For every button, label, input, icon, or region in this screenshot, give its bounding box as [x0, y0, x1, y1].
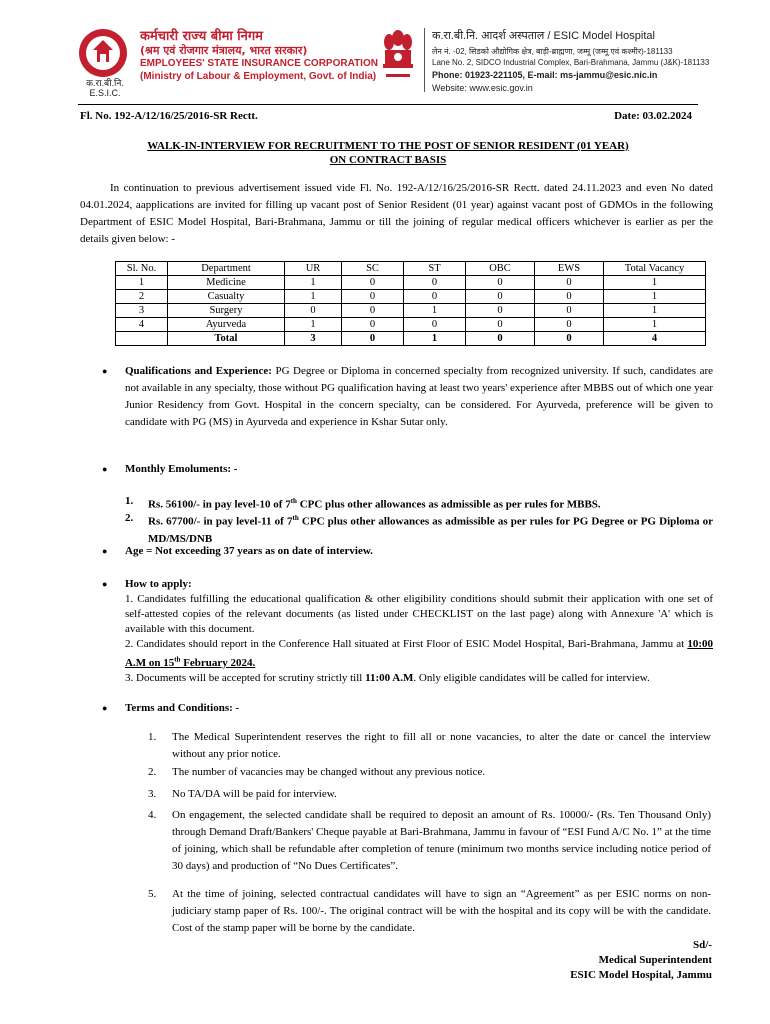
cell: 0: [342, 276, 404, 290]
cell: 0: [535, 304, 604, 318]
bullet: ●: [102, 464, 108, 474]
address-english: Lane No. 2, SIDCO Industrial Complex, Bari-Brahmana, Jammu (J&K)-181133: [432, 58, 710, 67]
age-section: [80, 543, 713, 560]
table-total-row: [116, 332, 706, 346]
qualifications-section: [80, 363, 713, 431]
superscript: th: [292, 514, 299, 522]
term-item: [148, 886, 711, 937]
bullet: ●: [102, 703, 108, 713]
item-text: Rs. 67700/- in pay level-11 of 7: [148, 515, 293, 528]
bullet: ●: [102, 366, 108, 376]
how-to-apply-label: How to apply:: [125, 578, 192, 590]
terms-label: Terms and Conditions: -: [125, 702, 240, 714]
term-number: 3.: [148, 788, 157, 800]
bullet: ●: [102, 546, 108, 556]
bullet: ●: [102, 579, 108, 589]
table-row: [116, 318, 706, 332]
cell: 0: [535, 318, 604, 332]
letterhead: [0, 0, 770, 100]
cell: 1: [285, 318, 342, 332]
col-header: Total Vacancy: [604, 262, 706, 276]
hospital-name: क.रा.बी.नि. आदर्श अस्पताल / ESIC Model Hospital: [432, 30, 655, 42]
cell: 1: [604, 304, 706, 318]
term-item: [148, 764, 711, 781]
website: Website: www.esic.gov.in: [432, 83, 533, 93]
term-number: 4.: [148, 809, 157, 821]
cell: 3: [116, 304, 168, 318]
cell: 0: [285, 304, 342, 318]
notice-date: Date: 03.02.2024: [614, 110, 692, 122]
terms-section: [80, 700, 713, 717]
term-number: 1.: [148, 731, 157, 743]
term-number: 5.: [148, 888, 157, 900]
signatory-designation: Medical Superintendent: [598, 954, 712, 966]
intro-paragraph: In continuation to previous advertisement issued vide Fl. No. 192-A/12/16/25/2016-SR Rectt. dated 24.11.2023 and even No dated 04.01.2024, aapplications are invited for filling up vacant post of Senior Resident (01 year) against vacant post of GDMOs in the following Department of ESIC Model Hospital, Bari-Brahmana, Jammu or till the joining of regular medical officers whichever is earlier as per the details given below: -: [80, 182, 713, 245]
item-text: CPC plus other allowances as admissible as per rules for MBBS.: [296, 498, 601, 511]
hindi-org-title: कर्मचारी राज्य बीमा निगम: [140, 29, 263, 44]
cell: 0: [466, 304, 535, 318]
signature-block: [570, 938, 712, 983]
notice-heading: WALK-IN-INTERVIEW FOR RECRUITMENT TO THE POST OF SENIOR RESIDENT (01 YEAR) ON CONTRACT BASIS: [147, 140, 629, 166]
cell: [116, 332, 168, 346]
term-item: [148, 786, 711, 803]
cell: 4: [116, 318, 168, 332]
table-row: [116, 304, 706, 318]
hindi-ministry: (श्रम एवं रोजगार मंत्रालय, भारत सरकार): [140, 44, 308, 57]
superscript: th: [290, 497, 297, 505]
col-header: Department: [168, 262, 285, 276]
cell: Total: [168, 332, 285, 346]
table-row: [116, 290, 706, 304]
col-header: SC: [342, 262, 404, 276]
item-text: Rs. 56100/- in pay level-10 of 7: [148, 498, 291, 511]
apply-step-3: 3. Documents will be accepted for scrutiny strictly till 11:00 A.M. Only eligible candidates will be called for interview.: [125, 671, 650, 684]
cell: Ayurveda: [168, 318, 285, 332]
qualifications-label: Qualifications and Experience:: [125, 365, 272, 377]
cell: 1: [285, 276, 342, 290]
cell: 0: [342, 304, 404, 318]
col-header: UR: [285, 262, 342, 276]
esic-logo-icon: [78, 28, 128, 78]
header-rule: [78, 104, 698, 105]
cell: 0: [404, 290, 466, 304]
term-item: [148, 807, 711, 875]
cell: Surgery: [168, 304, 285, 318]
how-to-apply-section: [80, 577, 713, 686]
table-header-row: [116, 262, 706, 276]
english-org-title: EMPLOYEES' STATE INSURANCE CORPORATION: [140, 58, 378, 69]
cell: 0: [535, 332, 604, 346]
cell: Medicine: [168, 276, 285, 290]
term-text: At the time of joining, selected contractual candidates will have to sign an “Agreement” as per ESIC norms on non-judiciary stamp paper of Rs. 100/-. The original contract will be with the hospital and its copy will be with the candidate. Cost of the stamp paper will be borne by the candidate.: [172, 888, 711, 934]
english-ministry: (Ministry of Labour & Employment, Govt. of India): [140, 71, 377, 82]
cell: 0: [466, 332, 535, 346]
qualifications-text: PG Degree or Diploma in concerned specialty from recognized university. If such, candidates are not available in any specialty, those without PG qualification having at least two years' experience after MBBS out of which one year Junior Residency from Govt. Hospital in the concern specialty, can be considered. For Ayurveda, preference will be given to candidate with PG (MS) in Ayurveda and experience in Kshar Sutar only.: [125, 365, 713, 428]
cell: 0: [342, 332, 404, 346]
item-text: CPC plus other allowances as admissible as per rules for PG Degree or PG Diploma or MD/MS/DNB: [148, 515, 713, 545]
cell: 1: [404, 304, 466, 318]
age-text: Age = Not exceeding 37 years as on date of interview.: [125, 545, 373, 557]
cell: 1: [604, 290, 706, 304]
national-emblem-icon: [378, 26, 418, 84]
cell: Casualty: [168, 290, 285, 304]
contact-info: Phone: 01923-221105, E-mail: ms-jammu@esic.nic.in: [432, 70, 658, 80]
term-text: The number of vacancies may be changed without any previous notice.: [172, 766, 486, 778]
emoluments-label: Monthly Emoluments: -: [125, 463, 238, 475]
cell: 0: [342, 290, 404, 304]
cell: 1: [604, 276, 706, 290]
table-row: [116, 276, 706, 290]
term-text: On engagement, the selected candidate shall be required to deposit an amount of Rs. 10000/- (Rs. Ten Thousand Only) through Demand Draft/Bankers' Cheque payable at Bari-Brahmana, Jammu in favour of “ESI Fund A/C No. 1” at the time of joining, which shall be refundable after completion of tenure (minimum two months service including notice period of 30 days) and production of “No Dues Certificates”.: [172, 809, 712, 872]
signature-sd: Sd/-: [693, 939, 712, 951]
cell: 1: [116, 276, 168, 290]
cell: 3: [285, 332, 342, 346]
term-number: 2.: [148, 766, 157, 778]
apply-step-2: 2. Candidates should report in the Conference Hall situated at First Floor of ESIC Model Hospital, Bari-Brahmana, Jammu at 10:00 A.M on 15th February 2024.: [125, 638, 713, 669]
apply-step-1: 1. Candidates fulfilling the educational qualification & other eligibility conditions should submit their application with one set of self-attested copies of the relevant documents (as listed under CHECKLIST on the last page) along with Annexure 'A' which is available with this document.: [125, 593, 713, 635]
cell: 0: [466, 318, 535, 332]
cell: 0: [404, 276, 466, 290]
cell: 0: [535, 290, 604, 304]
cell: 0: [466, 290, 535, 304]
address-hindi: लेन नं. -02, सिडको औद्योगिक क्षेत्र, बाड़ी-ब्राह्मणा, जम्मू (जम्मू एवं कश्मीर)-181133: [432, 47, 673, 56]
cell: 2: [116, 290, 168, 304]
emoluments-section: [80, 461, 713, 478]
col-header: ST: [404, 262, 466, 276]
cell: 0: [404, 318, 466, 332]
col-header: Sl. No.: [116, 262, 168, 276]
cell: 0: [342, 318, 404, 332]
logo-caption: क.रा.बी.नि. E.S.I.C.: [86, 78, 124, 98]
header-divider: [424, 28, 425, 92]
item-number: 2.: [125, 512, 134, 524]
cell: 1: [404, 332, 466, 346]
col-header: OBC: [466, 262, 535, 276]
cell: 0: [535, 276, 604, 290]
file-number: Fl. No. 192-A/12/16/25/2016-SR Rectt.: [80, 110, 258, 122]
cell: 4: [604, 332, 706, 346]
cell: 1: [285, 290, 342, 304]
vacancy-table: [115, 261, 706, 346]
term-item: [148, 729, 711, 763]
item-number: 1.: [125, 495, 134, 507]
term-text: No TA/DA will be paid for interview.: [172, 788, 337, 800]
cell: 0: [466, 276, 535, 290]
signatory-office: ESIC Model Hospital, Jammu: [570, 969, 712, 981]
term-text: The Medical Superintendent reserves the right to fill all or none vacancies, to alter the date or cancel the interview without any prior notice.: [172, 731, 711, 760]
cell: 1: [604, 318, 706, 332]
emolument-item: [80, 510, 713, 548]
col-header: EWS: [535, 262, 604, 276]
